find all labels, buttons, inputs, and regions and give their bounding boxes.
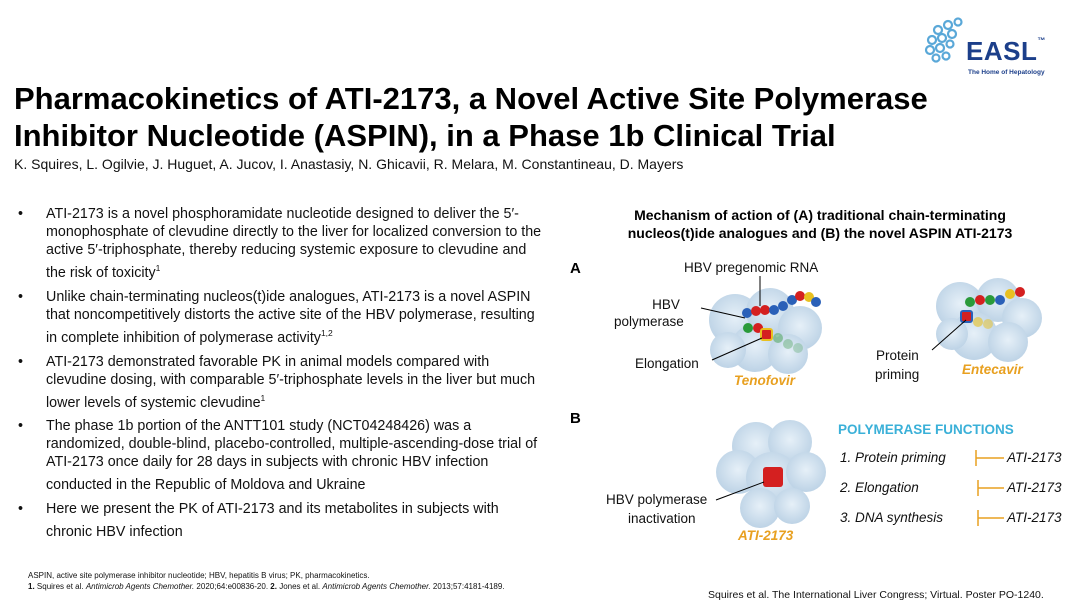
function-protein-priming: 1. Protein priming — [840, 450, 946, 465]
logo-tagline: The Home of Hepatology — [968, 69, 1045, 76]
mechanism-title: Mechanism of action of (A) traditional chain-terminating nucleos(t)ide analogues and (B) the novel ASPIN ATI-2173 — [627, 207, 1013, 241]
bullet-item: • Unlike chain-terminating nucleos(t)ide analogues, ATI-2173 is a novel ASPIN that noncompetitively distorts the active site of the HBV polymerase, resulting in complete inhibition of polymerase activity$^{1,2}$ — [18, 288, 535, 346]
polymerase-label: HBV — [652, 297, 680, 312]
references-footnote: 1. Squires et al. Antimicrob Agents Chemother. 2020;64:e00836-20. 2. Jones et al. Antimicrob Agents Chemother. 2013;57:4181-4189. — [28, 582, 505, 591]
author-list: K. Squires, L. Ogilvie, J. Huguet, A. Jucov, I. Anastasiy, N. Ghicavii, R. Melara, M. Constantineau, D. Mayers — [14, 156, 684, 172]
function-dna-synthesis: 3. DNA synthesis — [840, 510, 944, 525]
polymerase-functions-title: POLYMERASE FUNCTIONS — [838, 422, 1014, 437]
bullet-item: • ATI-2173 is a novel phosphoramidate nucleotide designed to deliver the 5′-monophosphate of clevudine directly to the liver for localized conversion to the active 5′-triphosphate, thereby reducing systemic exposure to clevudine and the risk of toxicity$^1$ — [18, 206, 542, 281]
polymerase-label-2: polymerase — [614, 314, 684, 329]
poster-citation: Squires et al. The International Liver Congress; Virtual. Poster PO-1240. — [708, 589, 1044, 601]
panel-a-letter: A — [570, 260, 581, 277]
logo-wordmark: EASL™ — [966, 36, 1046, 66]
abbreviations-footnote: ASPIN, active site polymerase inhibitor nucleotide; HBV, hepatitis B virus; PK, pharmacokinetics. — [28, 571, 370, 580]
panel-b-letter: B — [570, 410, 581, 427]
poster-title — [14, 80, 1014, 154]
bullet-item: • Here we present the PK of ATI-2173 and its metabolites in subjects with chronic HBV infection — [18, 501, 499, 540]
inactivation-label-2: inactivation — [628, 511, 696, 526]
function-elongation: 2. Elongation — [840, 480, 919, 495]
title-line-1: Pharmacokinetics of ATI-2173, a Novel Active Site Polymerase — [14, 81, 928, 116]
drug-ati2173: ATI-2173 — [738, 528, 794, 543]
rna-label: HBV pregenomic RNA — [684, 260, 819, 275]
inhibition-lines — [976, 450, 1004, 526]
bullet-item: • ATI-2173 demonstrated favorable PK in animal models compared with clevudine dosing, with comparable 5′-triphosphate levels in the liver but much lower levels of systemic clevudine$^1$ — [18, 353, 536, 411]
function-inhibitor-1: ATI-2173 — [1007, 450, 1062, 465]
priming-label-1: Protein — [876, 348, 919, 363]
title-line-2: Inhibitor Nucleotide (ASPIN), in a Phase 1b Clinical Trial — [14, 118, 836, 153]
ati2173-nucleotide — [763, 467, 783, 487]
priming-label-2: priming — [875, 367, 920, 382]
function-inhibitor-2: ATI-2173 — [1007, 480, 1062, 495]
drug-tenofovir: Tenofovir — [734, 373, 796, 388]
bullet-item: • The phase 1b portion of the ANTT101 study (NCT04248426) was a randomized, double-blind, placebo-controlled, multiple-ascending-dose trial of ATI-2173 once daily for 28 days in subjects with chronic HBV infection conducted in the Republic of Moldova and Ukraine — [18, 418, 538, 494]
function-inhibitor-3: ATI-2173 — [1007, 510, 1062, 525]
elongation-label: Elongation — [635, 356, 699, 371]
inactivation-label-1: HBV polymerase — [606, 492, 708, 507]
drug-entecavir: Entecavir — [962, 362, 1023, 377]
background-bullets — [14, 205, 544, 547]
